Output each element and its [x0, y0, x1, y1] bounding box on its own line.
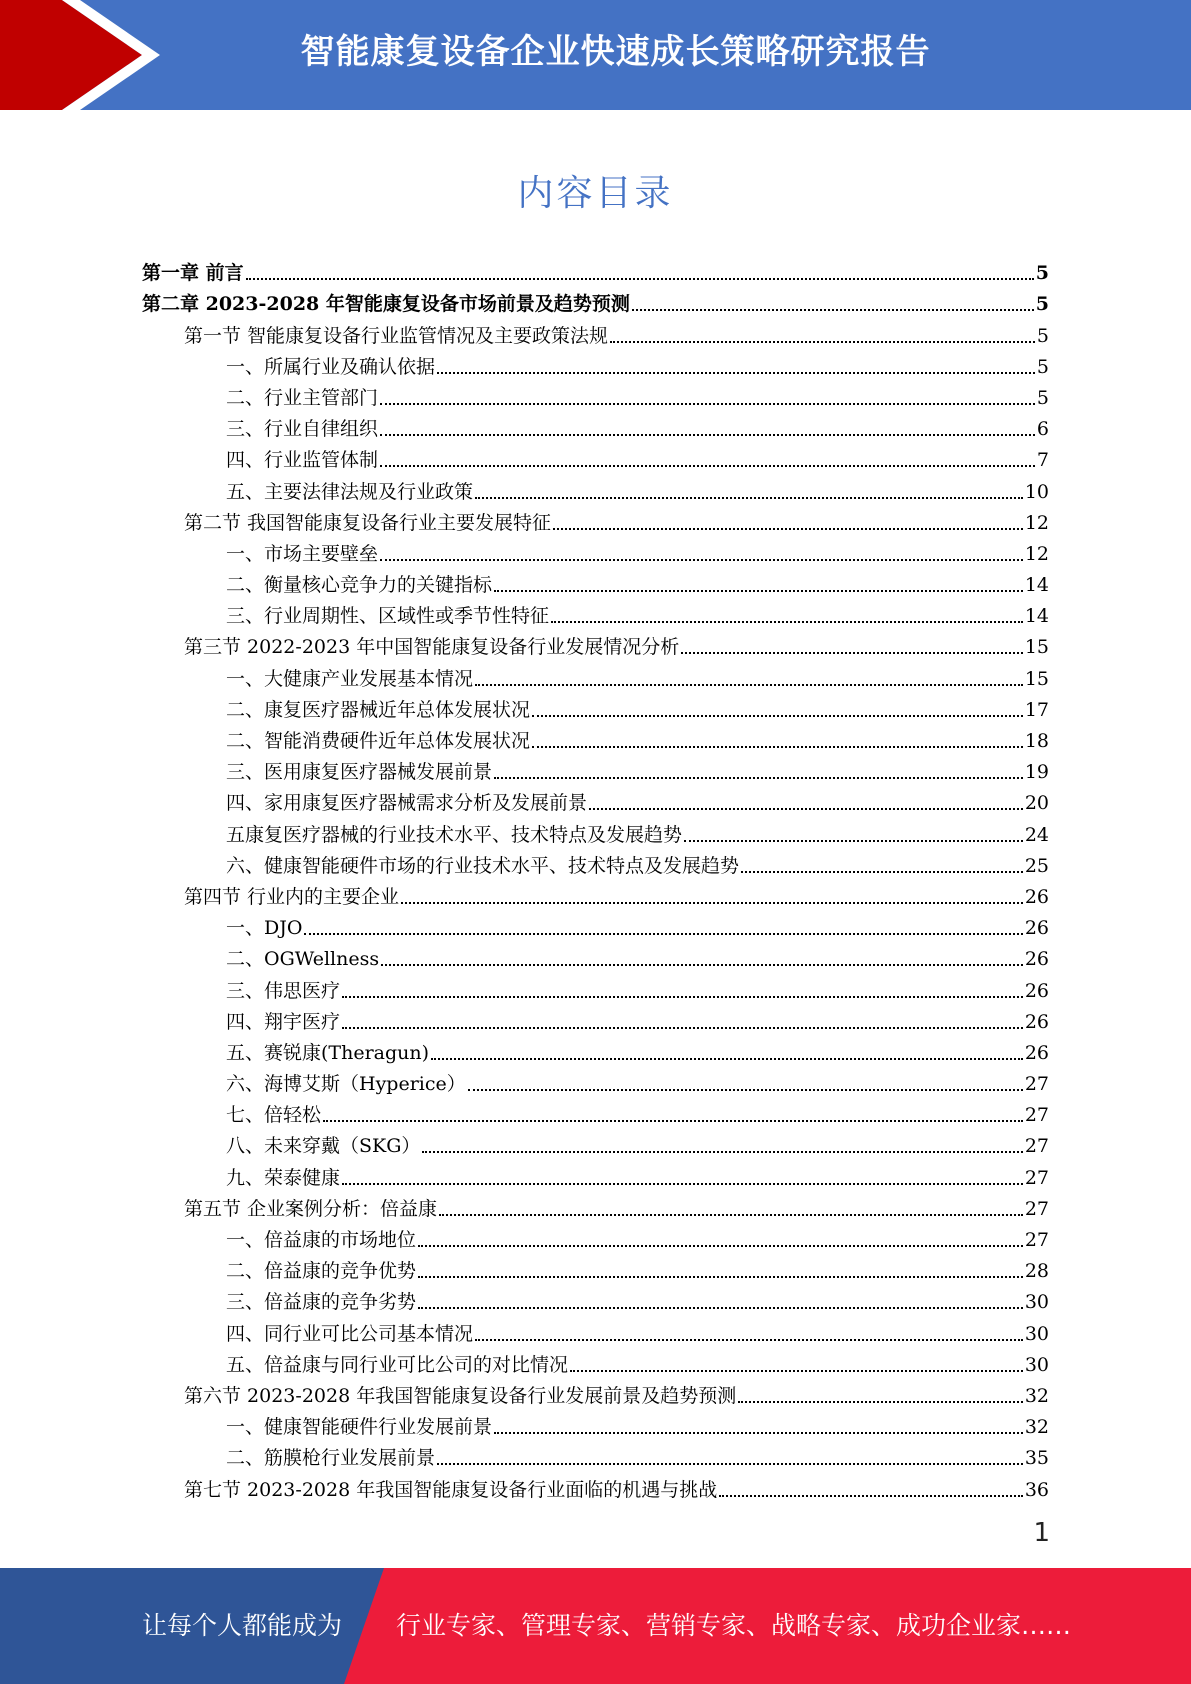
toc-entry-title: 三、行业周期性、区域性或季节性特征 — [226, 605, 550, 628]
toc-entry[interactable] — [142, 315, 1049, 346]
toc-entry[interactable] — [142, 1126, 1049, 1157]
toc-entry[interactable] — [142, 1345, 1049, 1376]
toc-entry-page: 27 — [1024, 1229, 1049, 1251]
toc-entry[interactable] — [142, 596, 1049, 627]
header-arrow-shape — [0, 0, 160, 110]
toc-entry-page: 5 — [1036, 324, 1049, 347]
toc-dot-leader — [494, 777, 1023, 779]
toc-entry-title: 二、康复医疗器械近年总体发展状况 — [226, 698, 531, 721]
toc-entry[interactable] — [142, 1376, 1049, 1407]
toc-entry-title: 四、同行业可比公司基本情况 — [226, 1322, 474, 1345]
toc-dot-leader — [418, 1276, 1023, 1278]
toc-dot-leader — [437, 1463, 1023, 1465]
toc-entry-title: 第三节 2022-2023 年中国智能康复设备行业发展情况分析 — [184, 636, 680, 659]
toc-dot-leader — [342, 996, 1023, 998]
toc-entry-title: 七、倍轻松 — [226, 1104, 322, 1127]
toc-dot-leader — [475, 497, 1023, 499]
toc-entry-page: 32 — [1024, 1384, 1049, 1407]
toc-entry[interactable] — [142, 253, 1049, 284]
toc-entry-title: 九、荣泰健康 — [226, 1166, 341, 1189]
toc-entry-page: 24 — [1024, 823, 1049, 846]
toc-entry[interactable] — [142, 1189, 1049, 1220]
toc-entry[interactable] — [142, 1157, 1049, 1188]
toc-dot-leader — [381, 964, 1023, 966]
toc-entry-page: 35 — [1024, 1447, 1049, 1470]
toc-entry[interactable] — [142, 877, 1049, 908]
toc-dot-leader — [437, 372, 1035, 374]
toc-entry-page: 26 — [1024, 885, 1049, 908]
toc-entry-title: 第二节 我国智能康复设备行业主要发展特征 — [184, 511, 552, 534]
toc-entry-page: 26 — [1024, 1041, 1049, 1064]
toc-entry-page: 36 — [1024, 1478, 1049, 1501]
toc-entry-title: 四、行业监管体制 — [226, 449, 379, 472]
toc-entry-page: 14 — [1024, 574, 1049, 597]
toc-dot-leader — [380, 403, 1035, 405]
toc-entry[interactable] — [142, 1438, 1049, 1469]
toc-entry-title: 一、DJO — [226, 917, 303, 940]
toc-entry-page: 26 — [1024, 948, 1049, 971]
toc-entry[interactable] — [142, 627, 1049, 658]
toc-entry[interactable] — [142, 1095, 1049, 1126]
toc-entry-title: 八、未来穿戴（SKG） — [226, 1135, 421, 1158]
toc-entry-title: 一、大健康产业发展基本情况 — [226, 667, 474, 690]
toc-entry-page: 27 — [1024, 1166, 1049, 1189]
toc-dot-leader — [342, 1183, 1023, 1185]
toc-entry-title: 四、翔宇医疗 — [226, 1010, 341, 1033]
toc-dot-leader — [494, 590, 1023, 592]
toc-dot-leader — [380, 465, 1035, 467]
toc-entry-page: 15 — [1024, 667, 1049, 690]
toc-entry-page: 27 — [1024, 1197, 1049, 1220]
toc-entry-title: 二、筋膜枪行业发展前景 — [226, 1447, 436, 1470]
toc-entry-title: 第一节 智能康复设备行业监管情况及主要政策法规 — [184, 324, 609, 347]
toc-dot-leader — [494, 1432, 1023, 1434]
toc-heading: 内容目录 — [517, 173, 674, 214]
footer-banner — [0, 1568, 1191, 1684]
toc-entry-title: 二、OGWellness — [226, 948, 380, 971]
toc-entry-title: 一、所属行业及确认依据 — [226, 355, 436, 378]
toc-entry-page: 14 — [1024, 605, 1049, 628]
toc-entry-title: 三、行业自律组织 — [226, 418, 379, 441]
toc-entry[interactable] — [142, 1469, 1049, 1500]
report-title: 智能康复设备企业快速成长策略研究报告 — [300, 32, 931, 72]
toc-entry[interactable] — [142, 690, 1049, 721]
toc-entry-page: 5 — [1035, 293, 1049, 316]
toc-entry[interactable] — [142, 846, 1049, 877]
toc-entry-title: 六、健康智能硬件市场的行业技术水平、技术特点及发展趋势 — [226, 854, 740, 877]
toc-entry-title: 五、主要法律法规及行业政策 — [226, 480, 474, 503]
footer-slogan-left: 让每个人都能成为 — [142, 1611, 343, 1640]
footer-slogan-right: 行业专家、管理专家、营销专家、战略专家、成功企业家…… — [396, 1611, 1072, 1640]
toc-entry-title: 五康复医疗器械的行业技术水平、技术特点及发展趋势 — [226, 823, 683, 846]
toc-dot-leader — [323, 1120, 1023, 1122]
toc-entry[interactable] — [142, 1220, 1049, 1251]
toc-entry-title: 一、健康智能硬件行业发展前景 — [226, 1416, 493, 1439]
toc-entry[interactable] — [142, 409, 1049, 440]
toc-entry[interactable] — [142, 939, 1049, 970]
toc-dot-leader — [741, 871, 1023, 873]
toc-entry-title: 三、倍益康的竞争劣势 — [226, 1291, 417, 1314]
toc-entry-title: 三、医用康复医疗器械发展前景 — [226, 761, 493, 784]
toc-dot-leader — [475, 684, 1023, 686]
toc-entry-page: 5 — [1036, 355, 1049, 378]
toc-entry[interactable] — [142, 908, 1049, 939]
toc-entry[interactable] — [142, 503, 1049, 534]
toc-entry[interactable] — [142, 658, 1049, 689]
toc-entry-page: 30 — [1024, 1322, 1049, 1345]
toc-entry-page: 19 — [1024, 761, 1049, 784]
toc-dot-leader — [380, 559, 1023, 561]
toc-entry[interactable] — [142, 1407, 1049, 1438]
toc-entry-page: 30 — [1024, 1291, 1049, 1314]
toc-entry-page: 20 — [1024, 792, 1049, 815]
toc-entry[interactable] — [142, 721, 1049, 752]
toc-dot-leader — [738, 1401, 1023, 1403]
toc-entry-page: 10 — [1024, 480, 1049, 503]
toc-dot-leader — [342, 1027, 1023, 1029]
toc-entry-title: 二、行业主管部门 — [226, 386, 379, 409]
toc-dot-leader — [304, 933, 1022, 935]
toc-entry-page: 17 — [1024, 698, 1049, 721]
toc-dot-leader — [681, 652, 1023, 654]
toc-dot-leader — [532, 715, 1023, 717]
toc-entry[interactable] — [142, 1313, 1049, 1344]
toc-entry[interactable] — [142, 1251, 1049, 1282]
toc-entry-page: 25 — [1024, 854, 1049, 877]
toc-entry[interactable] — [142, 1033, 1049, 1064]
toc-dot-leader — [468, 1089, 1023, 1091]
toc-entry[interactable] — [142, 752, 1049, 783]
toc-entry-title: 第二章 2023-2028 年智能康复设备市场前景及趋势预测 — [142, 293, 630, 316]
toc-dot-leader — [532, 746, 1023, 748]
toc-dot-leader — [401, 902, 1023, 904]
toc-entry[interactable] — [142, 471, 1049, 502]
toc-entry-title: 四、家用康复医疗器械需求分析及发展前景 — [226, 792, 588, 815]
toc-dot-leader — [246, 278, 1034, 280]
toc-dot-leader — [475, 1339, 1023, 1341]
page-number: 1 — [1033, 1518, 1050, 1548]
toc-entry-title: 二、衡量核心竞争力的关键指标 — [226, 574, 493, 597]
toc-dot-leader — [418, 1245, 1023, 1247]
toc-entry-title: 五、赛锐康(Theragun) — [226, 1041, 430, 1064]
toc-entry-title: 六、海博艾斯（Hyperice） — [226, 1073, 466, 1096]
toc-entry-title: 第七节 2023-2028 年我国智能康复设备行业面临的机遇与挑战 — [184, 1478, 718, 1501]
toc-entry[interactable] — [142, 970, 1049, 1001]
toc-dot-leader — [570, 1370, 1023, 1372]
toc-entry-page: 26 — [1024, 979, 1049, 1002]
toc-dot-leader — [439, 1214, 1023, 1216]
toc-dot-leader — [551, 621, 1023, 623]
toc-entry-page: 5 — [1036, 386, 1049, 409]
toc-entry-title: 第四节 行业内的主要企业 — [184, 885, 400, 908]
toc-entry[interactable] — [142, 1064, 1049, 1095]
toc-dot-leader — [431, 1058, 1023, 1060]
toc-entry-page: 30 — [1024, 1353, 1049, 1376]
toc-entry-page: 6 — [1036, 418, 1049, 441]
toc-entry-page: 28 — [1024, 1260, 1049, 1283]
toc-entry-title: 三、伟思医疗 — [226, 979, 341, 1002]
toc-entry[interactable] — [142, 284, 1049, 315]
toc-entry[interactable] — [142, 1002, 1049, 1033]
toc-entry[interactable] — [142, 565, 1049, 596]
toc-entry-page: 27 — [1024, 1073, 1049, 1096]
toc-entry[interactable] — [142, 814, 1049, 845]
toc-entry-page: 7 — [1036, 449, 1049, 472]
toc-entry[interactable] — [142, 440, 1049, 471]
toc-dot-leader — [418, 1307, 1023, 1309]
toc-entry[interactable] — [142, 534, 1049, 565]
toc-entry-title: 一、倍益康的市场地位 — [226, 1229, 417, 1251]
toc-entry[interactable] — [142, 1282, 1049, 1313]
toc-dot-leader — [632, 309, 1034, 311]
toc-entry[interactable] — [142, 347, 1049, 378]
toc-entry-page: 26 — [1024, 1010, 1049, 1033]
toc-entry-title: 二、智能消费硬件近年总体发展状况 — [226, 730, 531, 752]
toc-dot-leader — [610, 341, 1035, 343]
toc-entry-page: 26 — [1024, 917, 1049, 940]
toc-dot-leader — [684, 840, 1023, 842]
toc-entry-page: 27 — [1024, 1135, 1049, 1158]
toc-entry-page: 32 — [1024, 1416, 1049, 1439]
toc-entry-page: 27 — [1024, 1104, 1049, 1127]
toc-entry-title: 第五节 企业案例分析：倍益康 — [184, 1197, 438, 1220]
toc-entry-page: 5 — [1035, 262, 1049, 285]
toc-entry-title: 第六节 2023-2028 年我国智能康复设备行业发展前景及趋势预测 — [184, 1384, 737, 1407]
toc-entry-page: 12 — [1024, 511, 1049, 534]
toc-entry-page: 15 — [1024, 636, 1049, 659]
table-of-contents — [142, 253, 1049, 1501]
toc-entry[interactable] — [142, 783, 1049, 814]
toc-entry[interactable] — [142, 378, 1049, 409]
toc-entry-title: 五、倍益康与同行业可比公司的对比情况 — [226, 1353, 569, 1376]
header-banner — [0, 0, 1191, 110]
toc-dot-leader — [422, 1151, 1022, 1153]
toc-dot-leader — [719, 1495, 1023, 1497]
toc-entry-title: 第一章 前言 — [142, 262, 244, 285]
toc-dot-leader — [380, 434, 1035, 436]
toc-entry-title: 一、市场主要壁垒 — [226, 542, 379, 565]
toc-dot-leader — [589, 808, 1023, 810]
toc-entry-title: 二、倍益康的竞争优势 — [226, 1260, 417, 1283]
toc-dot-leader — [553, 528, 1023, 530]
toc-entry-page: 12 — [1024, 542, 1049, 565]
toc-entry-page: 18 — [1024, 730, 1049, 752]
